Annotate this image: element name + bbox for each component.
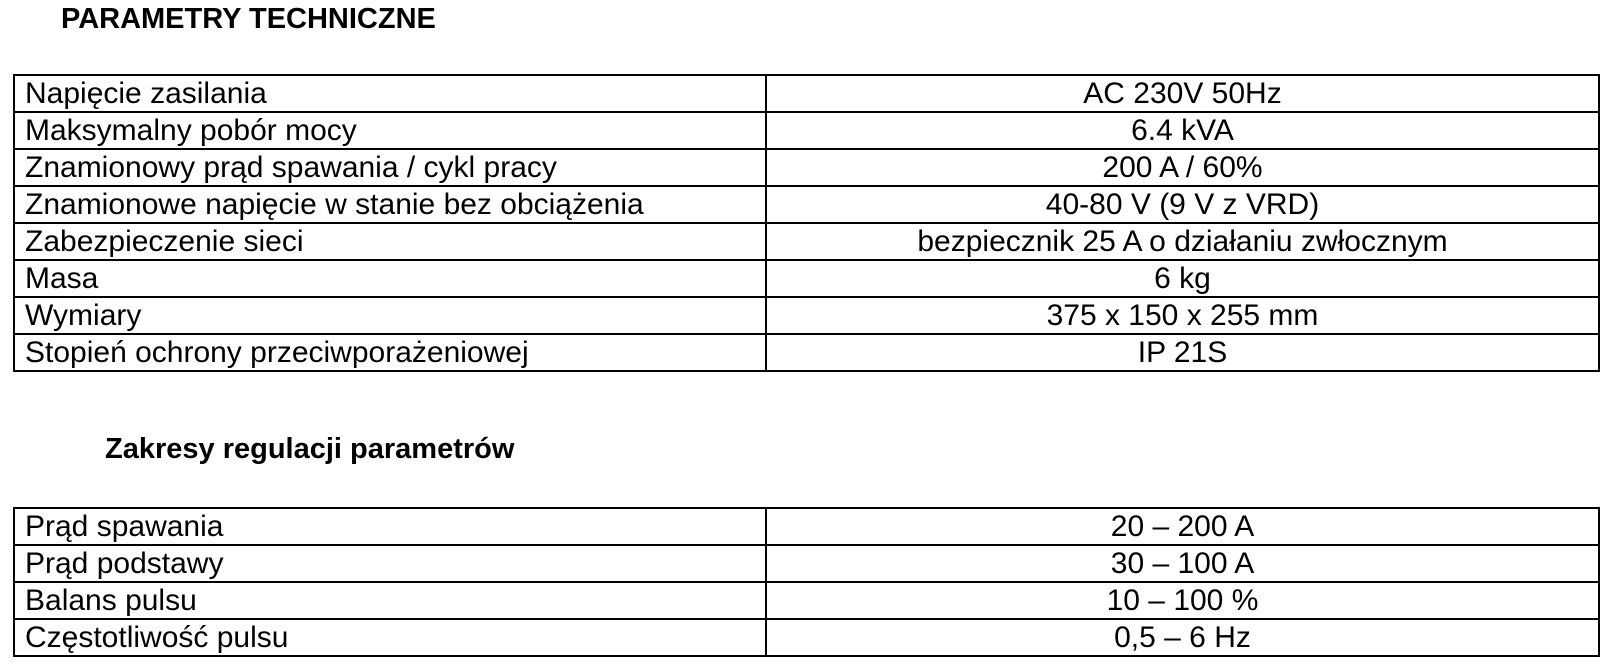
table-row xyxy=(14,297,1599,334)
table-row xyxy=(14,545,1599,582)
parameter-label: Znamionowy prąd spawania / cykl pracy xyxy=(14,149,766,186)
adjustment-ranges-table xyxy=(13,507,1600,657)
parameter-value: 200 A / 60% xyxy=(766,149,1599,186)
table-row xyxy=(14,619,1599,656)
table-row xyxy=(14,186,1599,223)
range-label: Prąd spawania xyxy=(14,508,766,545)
parameter-value: 6 kg xyxy=(766,260,1599,297)
parameter-value: bezpiecznik 25 A o działaniu zwłocznym xyxy=(766,223,1599,260)
table-row xyxy=(14,582,1599,619)
range-value: 20 – 200 A xyxy=(766,508,1599,545)
parameter-label: Masa xyxy=(14,260,766,297)
range-label: Prąd podstawy xyxy=(14,545,766,582)
range-value: 30 – 100 A xyxy=(766,545,1599,582)
table-row xyxy=(14,75,1599,112)
parameter-label: Zabezpieczenie sieci xyxy=(14,223,766,260)
range-value: 10 – 100 % xyxy=(766,582,1599,619)
parameter-label: Wymiary xyxy=(14,297,766,334)
table-row xyxy=(14,149,1599,186)
parameter-value: 40-80 V (9 V z VRD) xyxy=(766,186,1599,223)
range-label: Częstotliwość pulsu xyxy=(14,619,766,656)
table-row xyxy=(14,260,1599,297)
parameter-value: IP 21S xyxy=(766,334,1599,371)
parameter-label: Maksymalny pobór mocy xyxy=(14,112,766,149)
parameter-value: 6.4 kVA xyxy=(766,112,1599,149)
page-title: PARAMETRY TECHNICZNE xyxy=(61,3,436,35)
range-value: 0,5 – 6 Hz xyxy=(766,619,1599,656)
section-title-ranges: Zakresy regulacji parametrów xyxy=(105,433,515,465)
table-row xyxy=(14,508,1599,545)
table-row xyxy=(14,223,1599,260)
table-row xyxy=(14,334,1599,371)
range-label: Balans pulsu xyxy=(14,582,766,619)
parameter-value: 375 x 150 x 255 mm xyxy=(766,297,1599,334)
parameter-value: AC 230V 50Hz xyxy=(766,75,1599,112)
table-row xyxy=(14,112,1599,149)
parameter-label: Stopień ochrony przeciwporażeniowej xyxy=(14,334,766,371)
technical-parameters-table xyxy=(13,74,1600,372)
parameter-label: Napięcie zasilania xyxy=(14,75,766,112)
parameter-label: Znamionowe napięcie w stanie bez obciążenia xyxy=(14,186,766,223)
